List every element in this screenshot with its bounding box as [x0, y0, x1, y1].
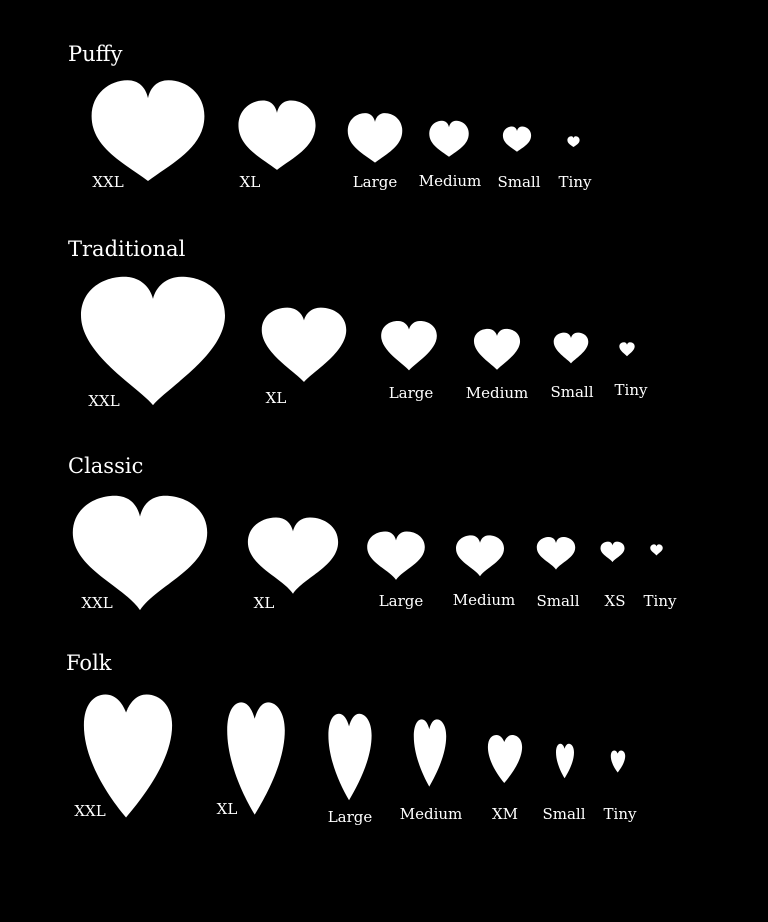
size-label: XM: [491, 805, 519, 823]
traditional-heart-icon: [380, 320, 438, 373]
size-label: XXL: [88, 392, 120, 410]
size-label: Medium: [399, 805, 463, 823]
classic-heart-icon: [455, 534, 505, 578]
size-label: XL: [216, 800, 238, 818]
size-label: Tiny: [643, 592, 677, 610]
size-label: XXL: [92, 173, 124, 191]
size-label: XL: [239, 173, 261, 191]
size-label: Medium: [418, 172, 482, 190]
puffy-heart-icon: [567, 136, 580, 148]
size-label: XXL: [81, 594, 113, 612]
folk-heart-icon: [610, 750, 626, 773]
size-label: Small: [497, 173, 541, 191]
size-label: Tiny: [603, 805, 637, 823]
classic-heart-icon: [366, 530, 426, 582]
section-title: Folk: [66, 651, 112, 675]
folk-heart-icon: [412, 718, 448, 788]
traditional-heart-icon: [473, 328, 521, 372]
folk-heart-icon: [486, 734, 524, 784]
folk-heart-icon: [326, 712, 374, 802]
size-label: Medium: [465, 384, 529, 402]
section-title: Classic: [68, 454, 144, 478]
classic-heart-icon: [650, 544, 663, 556]
size-label: Small: [542, 805, 586, 823]
size-label: Small: [536, 592, 580, 610]
size-label: XXL: [74, 802, 106, 820]
size-label: Small: [550, 383, 594, 401]
size-label: XS: [604, 592, 626, 610]
size-label: XL: [253, 594, 275, 612]
folk-heart-icon: [555, 743, 575, 779]
classic-heart-icon: [600, 541, 625, 563]
traditional-heart-icon: [260, 306, 348, 386]
classic-heart-icon: [246, 515, 340, 597]
size-label: XL: [265, 389, 287, 407]
size-label: Tiny: [558, 173, 592, 191]
puffy-heart-icon: [502, 126, 532, 154]
size-label: Tiny: [614, 381, 648, 399]
size-label: Medium: [452, 591, 516, 609]
section-title: Traditional: [68, 237, 186, 261]
size-label: Large: [388, 384, 434, 402]
size-label: Large: [327, 808, 373, 826]
puffy-heart-icon: [346, 112, 404, 167]
size-label: Large: [378, 592, 424, 610]
puffy-heart-icon: [236, 99, 318, 176]
traditional-heart-icon: [553, 332, 589, 365]
puffy-heart-icon: [428, 120, 470, 160]
section-title: Puffy: [68, 42, 123, 66]
traditional-heart-icon: [619, 342, 635, 357]
folk-heart-icon: [79, 692, 177, 820]
size-label: Large: [352, 173, 398, 191]
classic-heart-icon: [536, 536, 576, 571]
